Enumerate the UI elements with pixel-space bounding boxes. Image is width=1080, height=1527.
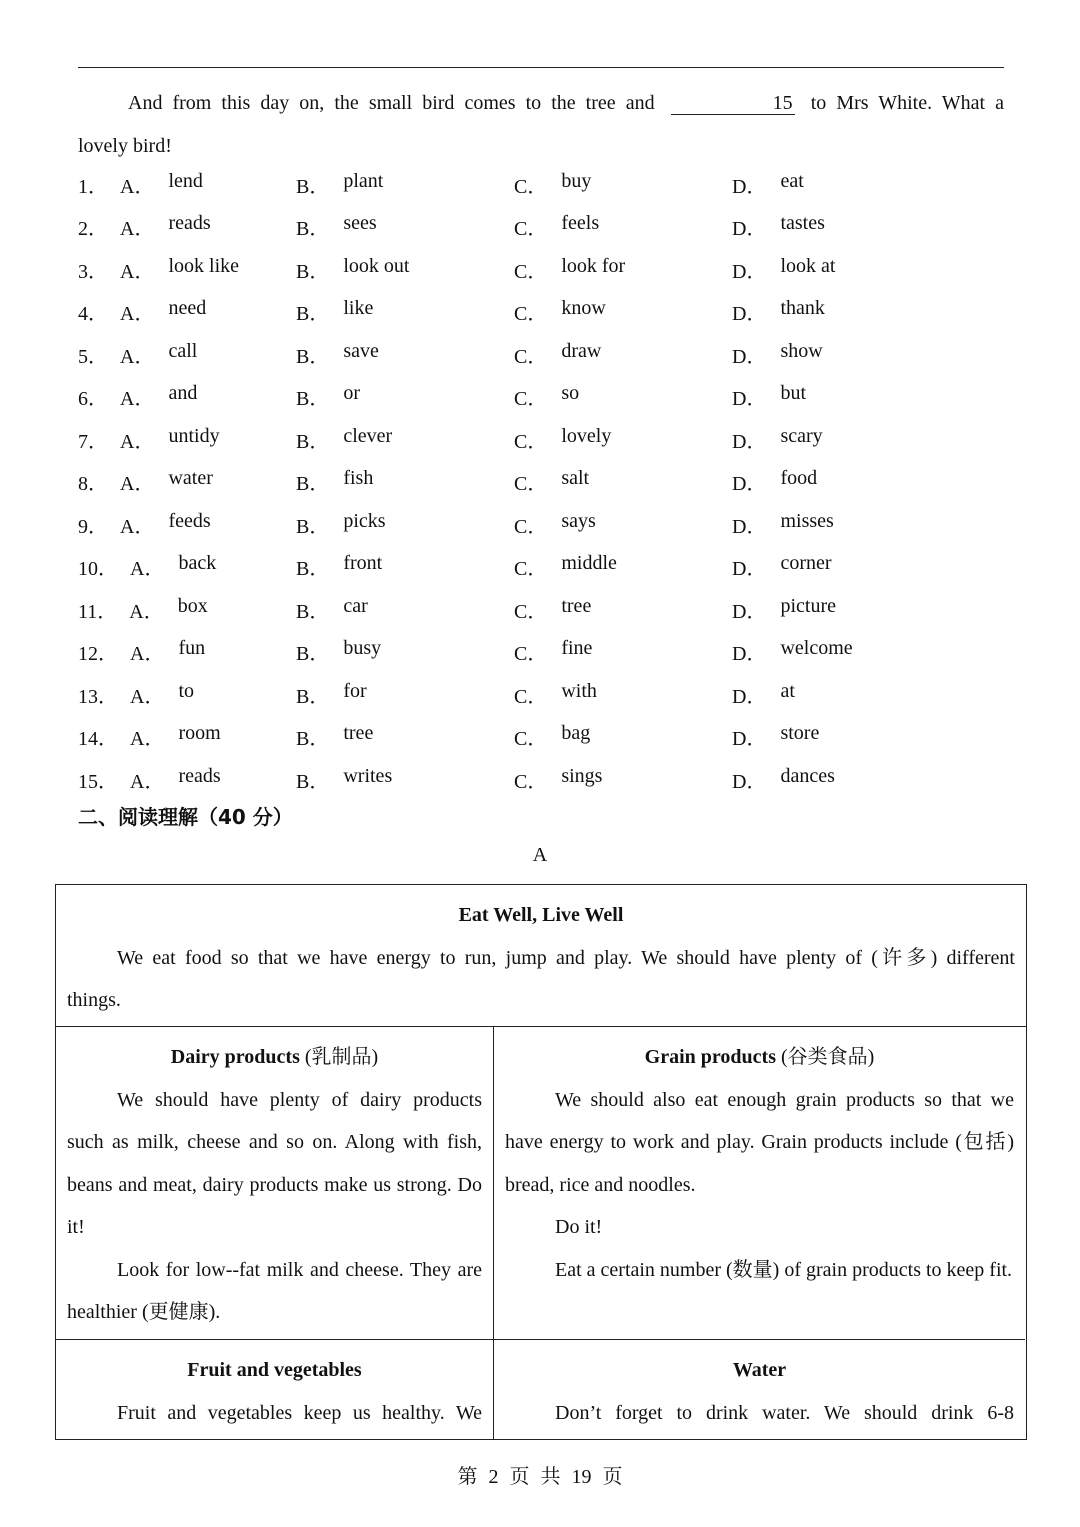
option-text: lend [168,169,203,192]
option-letter: B． [296,515,330,538]
option-letter: B． [296,770,330,793]
section-heading: 二、阅读理解（40 分） [78,805,293,829]
top-rule [78,67,1004,68]
option-text: water [168,467,213,490]
option-letter: D． [732,600,767,623]
option-b [296,510,514,539]
option-c [514,467,732,496]
option-letter: A． [120,175,155,198]
option-letter: D． [732,430,767,453]
option-letter: D． [732,388,767,411]
option-letter: D． [732,558,767,581]
option-text: box [177,594,208,617]
question-number: 11． [78,600,118,623]
question-number: 4． [78,303,108,326]
option-text: bag [561,722,591,745]
option-letter: C． [514,558,548,581]
option-a [78,595,296,624]
option-a [78,765,296,794]
question-list [78,163,1004,801]
option-d [732,722,952,751]
option-text: at [780,679,795,702]
question-number: 5． [78,345,108,368]
option-letter: B． [296,430,330,453]
option-b [296,765,514,794]
option-letter: A． [120,430,155,453]
option-b [296,467,514,496]
option-text: misses [780,509,834,532]
option-letter: A． [130,643,165,666]
question-row [78,503,1004,546]
option-text: feels [561,212,600,235]
question-row [78,248,1004,291]
question-row [78,376,1004,419]
option-letter: B． [296,260,330,283]
option-text: and [168,382,198,405]
option-b [296,255,514,284]
option-letter: B． [296,558,330,581]
option-text: to [178,679,195,702]
question-row [78,758,1004,801]
option-b [296,722,514,751]
option-text: says [561,509,596,532]
option-letter: B． [296,643,330,666]
option-letter: B． [296,600,330,623]
water-paragraph: Don’t forget to drink water. We should drink 6-8 [555,1401,1014,1424]
grain-heading [505,1036,1014,1079]
option-d [732,552,952,581]
option-b [296,382,514,411]
passage-line-2: lovely bird! [78,134,172,157]
option-letter: D． [732,175,767,198]
option-c [514,510,732,539]
question-row [78,716,1004,759]
table-intro-line-2: things. [67,989,121,1011]
option-text: picture [780,594,836,617]
option-d [732,297,952,326]
option-letter: B． [296,388,330,411]
option-c [514,170,732,199]
option-text: look at [780,254,836,277]
option-text: eat [780,169,804,192]
option-letter: A． [130,558,165,581]
reading-table [55,884,1027,1440]
passage-text: And from this day on, the small bird comes to the tree and [128,92,655,114]
option-text: salt [561,467,590,490]
option-letter: C． [514,303,548,326]
option-text: fine [561,637,593,660]
option-letter: C． [514,345,548,368]
option-letter: C． [514,685,548,708]
option-letter: A． [120,473,155,496]
option-d [732,340,952,369]
option-b [296,595,514,624]
question-row [78,546,1004,589]
table-intro-line-1: We eat food so that we have energy to run, jump and play. We should have plenty of (许多) different [117,946,1015,969]
question-number: 14． [78,728,118,751]
option-text: busy [343,637,382,660]
option-text: sings [561,764,603,787]
option-letter: C． [514,388,548,411]
option-letter: C． [514,473,548,496]
question-row [78,461,1004,504]
option-letter: C． [514,218,548,241]
question-number: 1． [78,175,108,198]
option-letter: C． [514,770,548,793]
option-letter: D． [732,303,767,326]
option-letter: A． [120,260,155,283]
option-letter: B． [296,218,330,241]
option-letter: B． [296,303,330,326]
option-letter: D． [732,345,767,368]
option-c [514,255,732,284]
question-number: 13． [78,685,118,708]
option-text: look out [343,254,410,277]
option-c [514,425,732,454]
option-d [732,255,952,284]
option-letter: C． [514,600,548,623]
option-text: dances [780,764,835,787]
option-c [514,340,732,369]
option-text: front [343,552,383,575]
option-letter: A． [130,770,165,793]
option-letter: A． [130,728,165,751]
option-b [296,637,514,666]
grain-paragraph-2: Do it! [555,1216,603,1238]
option-letter: D． [732,685,767,708]
option-text: look for [561,254,626,277]
option-letter: D． [732,260,767,283]
option-text: writes [343,764,393,787]
dairy-heading-zh: (乳制品) [304,1046,379,1068]
option-text: middle [561,552,617,575]
grain-heading-en: Grain products [644,1046,776,1068]
question-number: 6． [78,388,108,411]
option-text: like [343,297,374,320]
option-b [296,212,514,241]
option-d [732,510,952,539]
option-a [78,552,296,581]
option-text: food [780,467,818,490]
option-text: or [343,382,361,405]
option-a [78,340,296,369]
option-letter: B． [296,473,330,496]
question-number: 7． [78,430,108,453]
option-letter: A． [120,303,155,326]
option-b [296,340,514,369]
passage-label: A [532,844,548,866]
option-c [514,212,732,241]
option-text: tastes [780,212,825,235]
fruit-cell [56,1340,494,1439]
option-text: room [178,722,221,745]
option-letter: D． [732,770,767,793]
option-letter: B． [296,728,330,751]
option-text: back [178,552,217,575]
option-text: reads [168,212,211,235]
grain-paragraph-1: We should also eat enough grain products so that we have energy to work and play. Grain products include (包括) bread, rice and noodles. [505,1088,1014,1196]
option-letter: A． [120,345,155,368]
option-text: need [168,297,207,320]
option-text: but [780,382,807,405]
option-d [732,637,952,666]
water-heading: Water [732,1359,787,1381]
option-letter: C． [514,430,548,453]
option-text: car [343,594,368,617]
question-number: 2． [78,218,108,241]
option-text: scary [780,424,823,447]
option-text: call [168,339,198,362]
option-text: so [561,382,580,405]
option-a [78,637,296,666]
option-letter: B． [296,175,330,198]
grain-heading-zh: (谷类食品) [781,1046,875,1068]
question-number: 9． [78,515,108,538]
option-text: save [343,339,379,362]
water-cell [494,1340,1025,1439]
option-letter: A． [129,600,164,623]
passage-line-1 [78,82,1004,125]
passage-text-tail: to Mrs White. What a [810,92,1005,114]
table-title: Eat Well, Live Well [458,904,624,926]
grain-cell [494,1027,1025,1340]
option-d [732,595,952,624]
question-row [78,588,1004,631]
option-a [78,467,296,496]
option-a [78,297,296,326]
option-c [514,722,732,751]
dairy-paragraph-2: Look for low--fat milk and cheese. They are healthier (更健康). [67,1258,482,1323]
option-c [514,765,732,794]
option-text: with [561,679,597,702]
option-d [732,382,952,411]
question-row [78,163,1004,206]
option-b [296,170,514,199]
option-letter: A． [120,218,155,241]
option-letter: C． [514,515,548,538]
option-text: untidy [168,424,220,447]
option-letter: D． [732,643,767,666]
dairy-paragraph-1: We should have plenty of dairy products such as milk, cheese and so on. Along with fish, beans and meat, dairy products make us strong. Do it! [67,1088,482,1238]
option-c [514,552,732,581]
option-letter: D． [732,515,767,538]
question-row [78,206,1004,249]
option-d [732,467,952,496]
option-text: reads [178,764,221,787]
option-letter: D． [732,473,767,496]
option-text: lovely [561,424,612,447]
option-a [78,722,296,751]
option-b [296,297,514,326]
option-text: buy [561,169,592,192]
question-number: 15． [78,770,118,793]
option-letter: C． [514,175,548,198]
option-text: clever [343,424,393,447]
option-a [78,510,296,539]
option-letter: D． [732,728,767,751]
question-row [78,418,1004,461]
option-c [514,595,732,624]
option-d [732,170,952,199]
option-text: fish [343,467,374,490]
option-letter: C． [514,260,548,283]
option-d [732,212,952,241]
fruit-paragraph: Fruit and vegetables keep us healthy. We [117,1401,482,1424]
option-c [514,680,732,709]
option-text: fun [178,637,206,660]
grain-paragraph-3: Eat a certain number (数量) of grain products to keep fit. [555,1258,1013,1281]
option-d [732,680,952,709]
option-text: look like [168,254,239,277]
option-b [296,425,514,454]
option-letter: B． [296,345,330,368]
question-row [78,673,1004,716]
option-text: store [780,722,820,745]
table-header-cell [56,885,1026,1027]
option-b [296,552,514,581]
option-a [78,425,296,454]
option-text: feeds [168,509,211,532]
option-letter: B． [296,685,330,708]
question-row [78,631,1004,674]
dairy-cell [56,1027,494,1340]
passage-ending [78,82,1004,167]
option-c [514,637,732,666]
option-text: draw [561,339,602,362]
option-text: welcome [780,637,853,660]
option-a [78,255,296,284]
question-row [78,333,1004,376]
option-text: corner [780,552,832,575]
option-text: tree [561,594,592,617]
option-text: plant [343,169,384,192]
question-number: 12． [78,643,118,666]
answer-blank-15: 15 [671,92,795,115]
option-a [78,382,296,411]
question-number: 10． [78,558,118,581]
dairy-heading [67,1036,482,1079]
dairy-heading-en: Dairy products [170,1046,300,1068]
option-a [78,212,296,241]
option-letter: C． [514,728,548,751]
option-a [78,170,296,199]
option-b [296,680,514,709]
question-number: 8． [78,473,108,496]
option-letter: C． [514,643,548,666]
option-text: thank [780,297,825,320]
option-c [514,297,732,326]
option-letter: A． [130,685,165,708]
option-text: show [780,339,823,362]
option-letter: D． [732,218,767,241]
option-letter: A． [120,515,155,538]
fruit-heading: Fruit and vegetables [187,1359,362,1381]
option-text: tree [343,722,374,745]
question-row [78,291,1004,334]
option-c [514,382,732,411]
option-d [732,765,952,794]
option-letter: A． [120,388,155,411]
option-a [78,680,296,709]
option-text: know [561,297,606,320]
option-d [732,425,952,454]
option-text: sees [343,212,377,235]
option-text: for [343,679,367,702]
option-text: picks [343,509,386,532]
page-footer: 第 2 页 共 19 页 [457,1466,623,1488]
question-number: 3． [78,260,108,283]
